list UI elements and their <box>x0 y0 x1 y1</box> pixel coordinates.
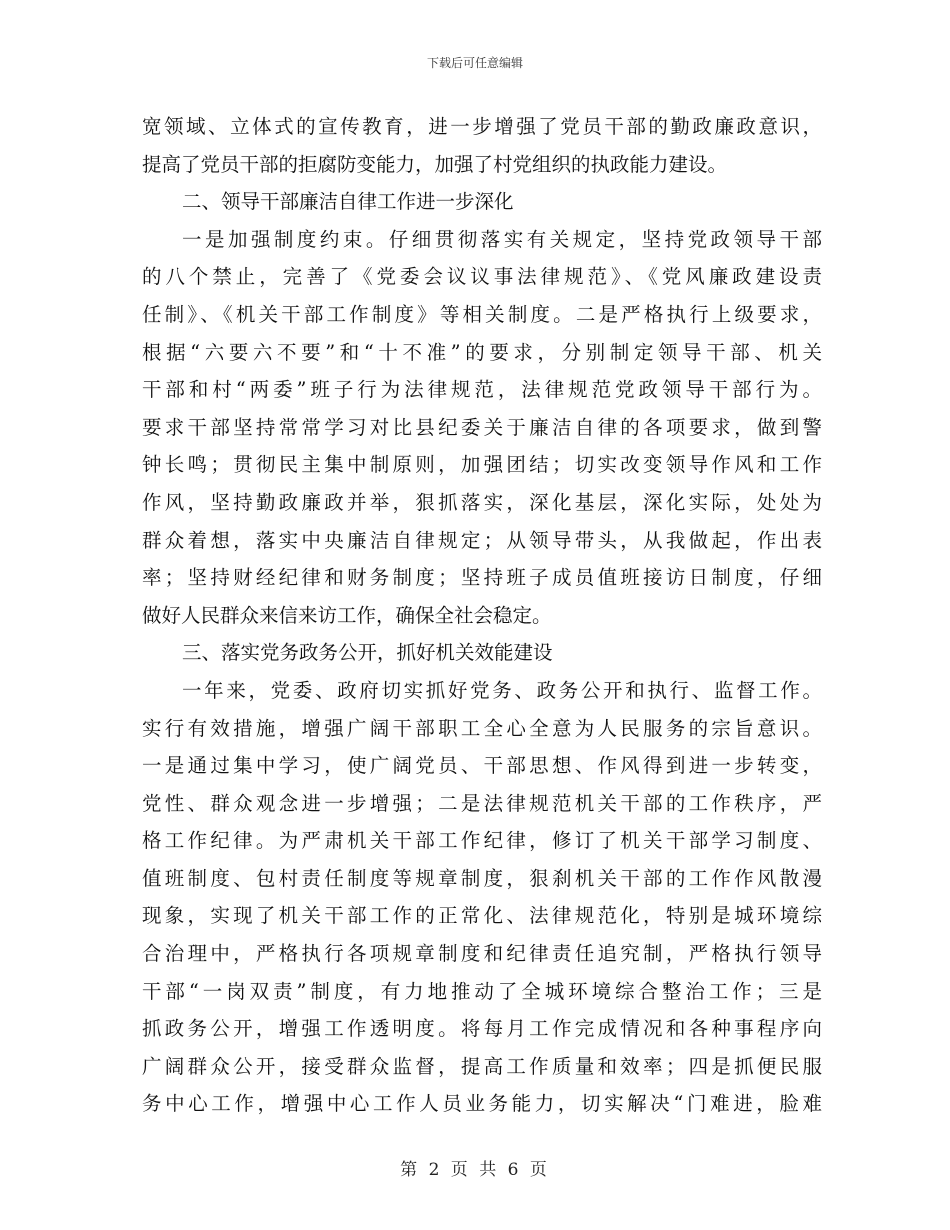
body-line: 干部“一岗双责”制度，有力地推动了全城环境综合整治工作；三是 <box>142 979 822 1003</box>
section-heading: 三、落实党务政务公开，抓好机关效能建设 <box>182 641 553 665</box>
body-line: 的八个禁止，完善了《党委会议议事法律规范》、《党风廉政建设责 <box>142 265 822 289</box>
body-line: 党性、群众观念进一步增强；二是法律规范机关干部的工作秩序，严 <box>142 791 822 815</box>
body-line: 群众着想，落实中央廉洁自律规定；从领导带头，从我做起，作出表 <box>142 528 822 552</box>
body-line: 实行有效措施，增强广阔干部职工全心全意为人民服务的宗旨意识。 <box>142 716 822 740</box>
page-number-footer: 第 2 页 共 6 页 <box>400 1160 550 1180</box>
body-line: 值班制度、包村责任制度等规章制度，狠刹机关干部的工作作风散漫 <box>142 866 822 890</box>
body-line: 率；坚持财经纪律和财务制度；坚持班子成员值班接访日制度，仔细 <box>142 566 822 590</box>
body-line: 抓政务公开，增强工作透明度。将每月工作完成情况和各种事程序向 <box>142 1017 822 1041</box>
body-line: 任制》、《机关干部工作制度》等相关制度。二是严格执行上级要求， <box>142 302 822 326</box>
body-line: 合治理中，严格执行各项规章制度和纪律责任追究制，严格执行领导 <box>142 942 822 966</box>
body-line: 一是通过集中学习，使广阔党员、干部思想、作风得到进一步转变， <box>142 754 822 778</box>
body-line: 宽领域、立体式的宣传教育，进一步增强了党员干部的勤政廉政意识， <box>142 115 822 138</box>
body-line: 格工作纪律。为严肃机关干部工作纪律，修订了机关干部学习制度、 <box>142 829 822 853</box>
body-line: 作风，坚持勤政廉政并举，狠抓落实，深化基层，深化实际，处处为 <box>142 490 822 514</box>
body-line: 根据“六要六不要”和“十不准”的要求，分别制定领导干部、机关 <box>142 340 822 364</box>
body-line: 钟长鸣；贯彻民主集中制原则，加强团结；切实改变领导作风和工作 <box>142 453 822 477</box>
body-line: 广阔群众公开，接受群众监督，提高工作质量和效率；四是抓便民服 <box>142 1054 822 1078</box>
body-line: 提高了党员干部的拒腐防变能力，加强了村党组织的执政能力建设。 <box>142 152 728 176</box>
body-line: 务中心工作，增强中心工作人员业务能力，切实解决“门难进，脸难 <box>142 1092 822 1116</box>
paragraph-first-line: 一是加强制度约束。仔细贯彻落实有关规定，坚持党政领导干部 <box>182 227 822 251</box>
section-heading: 二、领导干部廉洁自律工作进一步深化 <box>182 190 514 214</box>
paragraph-first-line: 一年来，党委、政府切实抓好党务、政务公开和执行、监督工作。 <box>182 678 822 702</box>
body-line: 要求干部坚持常常学习对比县纪委关于廉洁自律的各项要求，做到警 <box>142 415 822 439</box>
body-line: 干部和村“两委”班子行为法律规范，法律规范党政领导干部行为。 <box>142 378 822 402</box>
document-body <box>142 108 822 1123</box>
body-line: 做好人民群众来信来访工作，确保全社会稳定。 <box>142 603 552 627</box>
body-line: 现象，实现了机关干部工作的正常化、法律规范化，特别是城环境综 <box>142 904 822 928</box>
page-header-note: 下载后可任意编辑 <box>426 56 523 70</box>
